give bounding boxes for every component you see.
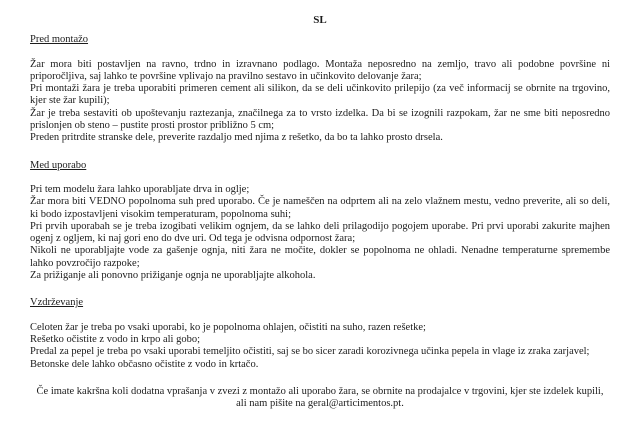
- paragraph: Pri tem modelu žara lahko uporabljate drva in oglje;: [30, 183, 250, 195]
- paragraph: Pri prvih uporabah se je treba izogibati velikim ognjem, da se lahko deli prilagodijo pogojem uporabe. Pri prvi uporabi zakurite majhen ogenj z ogljem, ki naj gori eno do dve uri. Od tega je odvisna odpornost žara;: [30, 220, 610, 245]
- paragraph: Preden pritrdite stranske dele, preverite razdaljo med njima z rešetko, da bo ta lahko prosto drsela.: [30, 132, 443, 144]
- section-med-uporabo: [30, 160, 610, 283]
- paragraph: Rešetko očistite z vodo in krpo ali gobo;: [30, 333, 201, 345]
- page-title: SL: [313, 14, 327, 26]
- paragraph: Žar mora biti VEDNO popolnoma suh pred uporabo. Če je nameščen na odprtem ali na zelo vlažnem mestu, vedno preverite, ali so deli, ki bodo izpostavljeni visokim temperaturam, popolnoma suhi;: [30, 196, 610, 220]
- paragraph: Žar je treba sestaviti ob upoštevanju raztezanja, značilnega za to vrsto izdelka. Da bi se izognili razpokam, žar ne sme biti neposredno prislonjen ob steno – pustite prosti prostor približno 5 cm;: [30, 107, 610, 132]
- paragraph: Za prižiganje ali ponovno prižiganje ognja ne uporabljajte alkohola.: [30, 270, 316, 282]
- paragraph: Betonske dele lahko občasno očistite z vodo in krtačo.: [30, 358, 259, 370]
- paragraph: Pri montaži žara je treba uporabiti primeren cement ali silikon, da se deli učinkovito prilepijo (za več informacij se obrnite na trgovino, kjer ste žar kupili);: [30, 83, 610, 107]
- section-vzdrzevanje: [30, 297, 610, 370]
- footer-contact-note: Če imate kakršna koli dodatna vprašanja v zvezi z montažo ali uporabo žara, se obrnite na prodajalce v trgovini, kjer ste izdelek kupili, ali nam pišite na geral@articimentos.pt.: [36, 385, 604, 410]
- paragraph: Nikoli ne uporabljajte vode za gašenje ognja, niti žara ne močite, dokler se popolnoma ne ohladi. Nenadne temperaturne spremembe lahko povzročijo razpoke;: [30, 245, 610, 269]
- paragraph: Predal za pepel je treba po vsaki uporabi temeljito očistiti, saj se bo sicer zaradi korozivnega učinka pepela in vlage iz zraka zarjavel;: [30, 346, 590, 358]
- section-heading-vzdrzevanje: Vzdrževanje: [30, 297, 84, 309]
- paragraph: Celoten žar je treba po vsaki uporabi, ko je popolnoma ohlajen, očistiti na suho, razen rešetke;: [30, 321, 426, 333]
- section-heading-pred-montazo: Pred montažo: [30, 34, 89, 46]
- paragraph: Žar mora biti postavljen na ravno, trdno in izravnano podlago. Montaža neposredno na zemljo, travo ali podobne površine ni priporočljiva, saj lahko te površine vplivajo na pravilno sestavo in učinkovito delovanje žara;: [30, 58, 610, 82]
- section-pred-montazo: [30, 34, 610, 144]
- section-heading-med-uporabo: Med uporabo: [30, 159, 87, 171]
